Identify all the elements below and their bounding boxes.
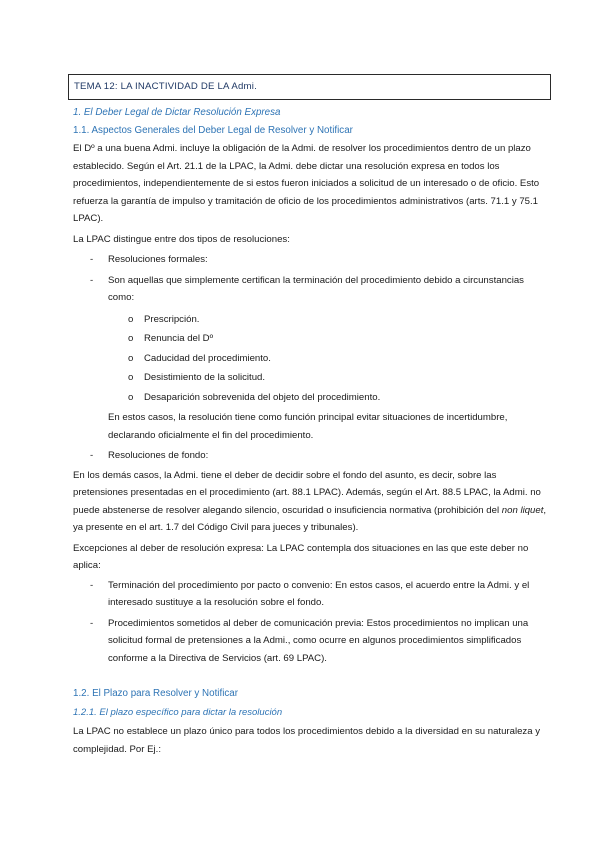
paragraph-estos-casos: En estos casos, la resolución tiene como función principal evitar situaciones de incertidumbre, declarando oficialmente el fin del procedimiento. <box>108 412 508 441</box>
section-heading-1-2-1: 1.2.1. El plazo específico para dictar la resolución <box>73 707 283 718</box>
fondo-list <box>73 447 551 465</box>
non-liquet-term: non liquet <box>501 504 544 516</box>
list-item: o Prescripción. <box>128 313 200 325</box>
paragraph-tipos: La LPAC distingue entre dos tipos de resoluciones: <box>73 233 290 245</box>
paragraph-plazo: La LPAC no establece un plazo único para todos los procedimientos debido a la diversidad en su naturaleza y complejidad. Por Ej.: <box>73 726 541 755</box>
list-item: - Resoluciones de fondo: <box>90 450 209 461</box>
paragraph-excepciones: Excepciones al deber de resolución expresa: La LPAC contempla dos situaciones en las que este deber no aplica: <box>73 542 529 571</box>
list-item: - Resoluciones formales: <box>90 254 208 265</box>
list-item: o Desistimiento de la solicitud. <box>128 372 266 383</box>
section-heading-1-2: 1.2. El Plazo para Resolver y Notificar <box>73 688 238 699</box>
topic-title: TEMA 12: LA INACTIVIDAD DE LA Admi. <box>68 74 551 100</box>
exceptions-list <box>73 577 551 668</box>
section-heading-1-1: 1.1. Aspectos Generales del Deber Legal de Resolver y Notificar <box>73 125 353 136</box>
circumstances-list <box>73 310 551 408</box>
list-item: o Caducidad del procedimiento. <box>128 352 271 364</box>
list-item: o Renuncia del Dº <box>128 333 214 344</box>
list-item: - Son aquellas que simplemente certifican la terminación del procedimiento debido a circunstancias como: <box>90 274 524 303</box>
list-item: o Desaparición sobrevenida del objeto del procedimiento. <box>128 391 381 403</box>
section-heading-1: 1. El Deber Legal de Dictar Resolución Expresa <box>73 107 281 118</box>
resolution-types-list <box>73 251 551 307</box>
list-item: - Terminación del procedimiento por pacto o convenio: En estos casos, el acuerdo entre la Admi. y el interesado sustituye a la resolución sobre el fondo. <box>90 579 530 608</box>
list-item: - Procedimientos sometidos al deber de comunicación previa: Estos procedimientos no implican una solicitud formal de pretensiones a la Admi., como ocurre en algunos procedimientos simplificados conforme a la Directiva de Servicios (art. 69 LPAC). <box>90 617 529 664</box>
paragraph-fondo: En los demás casos, la Admi. tiene el deber de decidir sobre el fondo del asunto, es decir, sobre las pretensiones presentadas en el procedimiento (art. 88.1 LPAC). Además, según el Art. 88.5 LPAC, la Admi. no puede abstenerse de resolver alegando silencio, oscuridad o insuficiencia normativa (prohibición del non liquet, ya presente en el art. 1.7 del Código Civil para jueces y tribunales). <box>73 469 547 533</box>
document-content <box>73 106 551 758</box>
paragraph-deber: El Dº a una buena Admi. incluye la obligación de la Admi. de resolver los procedimientos dentro de un plazo establecido. Según el Art. 21.1 de la LPAC, la Admi. debe dictar una resolución expresa en todos los procedimientos, independientemente de si estos fueron iniciados a solicitud de un interesado o de oficio. Esto refuerza la garantía de impulso y tramitación de oficio de los procedimientos administrativos (arts. 71.1 y 75.1 LPAC). <box>73 143 540 224</box>
